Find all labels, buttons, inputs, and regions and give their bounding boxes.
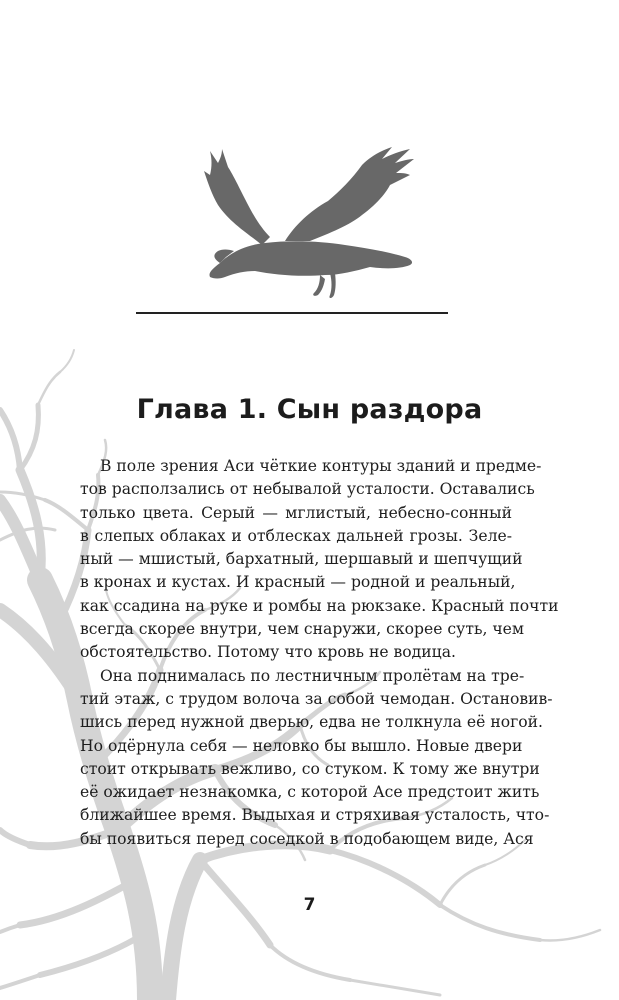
text-line: ный — мшистый, бархатный, шершавый и шепчущий: [80, 550, 523, 569]
page-number: 7: [303, 895, 316, 915]
text-line: ближайшее время. Выдыхая и стряхивая усталость, что-: [80, 806, 550, 825]
text-line: бы появиться перед соседкой в подобающем виде, Ася: [80, 829, 534, 848]
text-line: стоит открывать вежливо, со стуком. К тому же внутри: [80, 759, 540, 778]
text-line: как ссадина на руке и ромбы на рюкзаке. Красный почти: [80, 596, 559, 615]
text-line: Она поднималась по лестничным пролётам на тре-: [100, 666, 525, 685]
text-line: В поле зрения Аси чёткие контуры зданий и предме-: [100, 457, 542, 475]
text-line: всегда скорее внутри, чем снаружи, скорее суть, чем: [80, 620, 525, 639]
paragraph: [80, 455, 559, 665]
text-line: её ожидает незнакомка, с которой Асе предстоит жить: [80, 783, 540, 802]
text-line: в слепых облаках и отблесках дальней грозы. Зеле-: [80, 526, 512, 545]
text-line: в кронах и кустах. И красный — родной и реальный,: [80, 573, 516, 592]
chapter-body: [80, 455, 559, 851]
chapter-title: Глава 1. Сын раздора: [136, 394, 483, 425]
text-line: тий этаж, с трудом волоча за собой чемодан. Остановив-: [80, 689, 553, 708]
paragraph: [80, 665, 553, 851]
text-line: только цвета. Серый — мглистый, небесно-сонный: [80, 503, 512, 522]
text-line: обстоятельство. Потому что кровь не водица.: [80, 643, 456, 662]
text-line: Но одёрнула себя — неловко бы вышло. Новые двери: [80, 736, 523, 755]
chapter-divider: [136, 312, 448, 314]
text-line: тов расползались от небывалой усталости. Оставались: [80, 480, 535, 499]
raven-silhouette-icon: [190, 145, 415, 305]
text-line: шись перед нужной дверью, едва не толкнула её ногой.: [80, 713, 544, 732]
